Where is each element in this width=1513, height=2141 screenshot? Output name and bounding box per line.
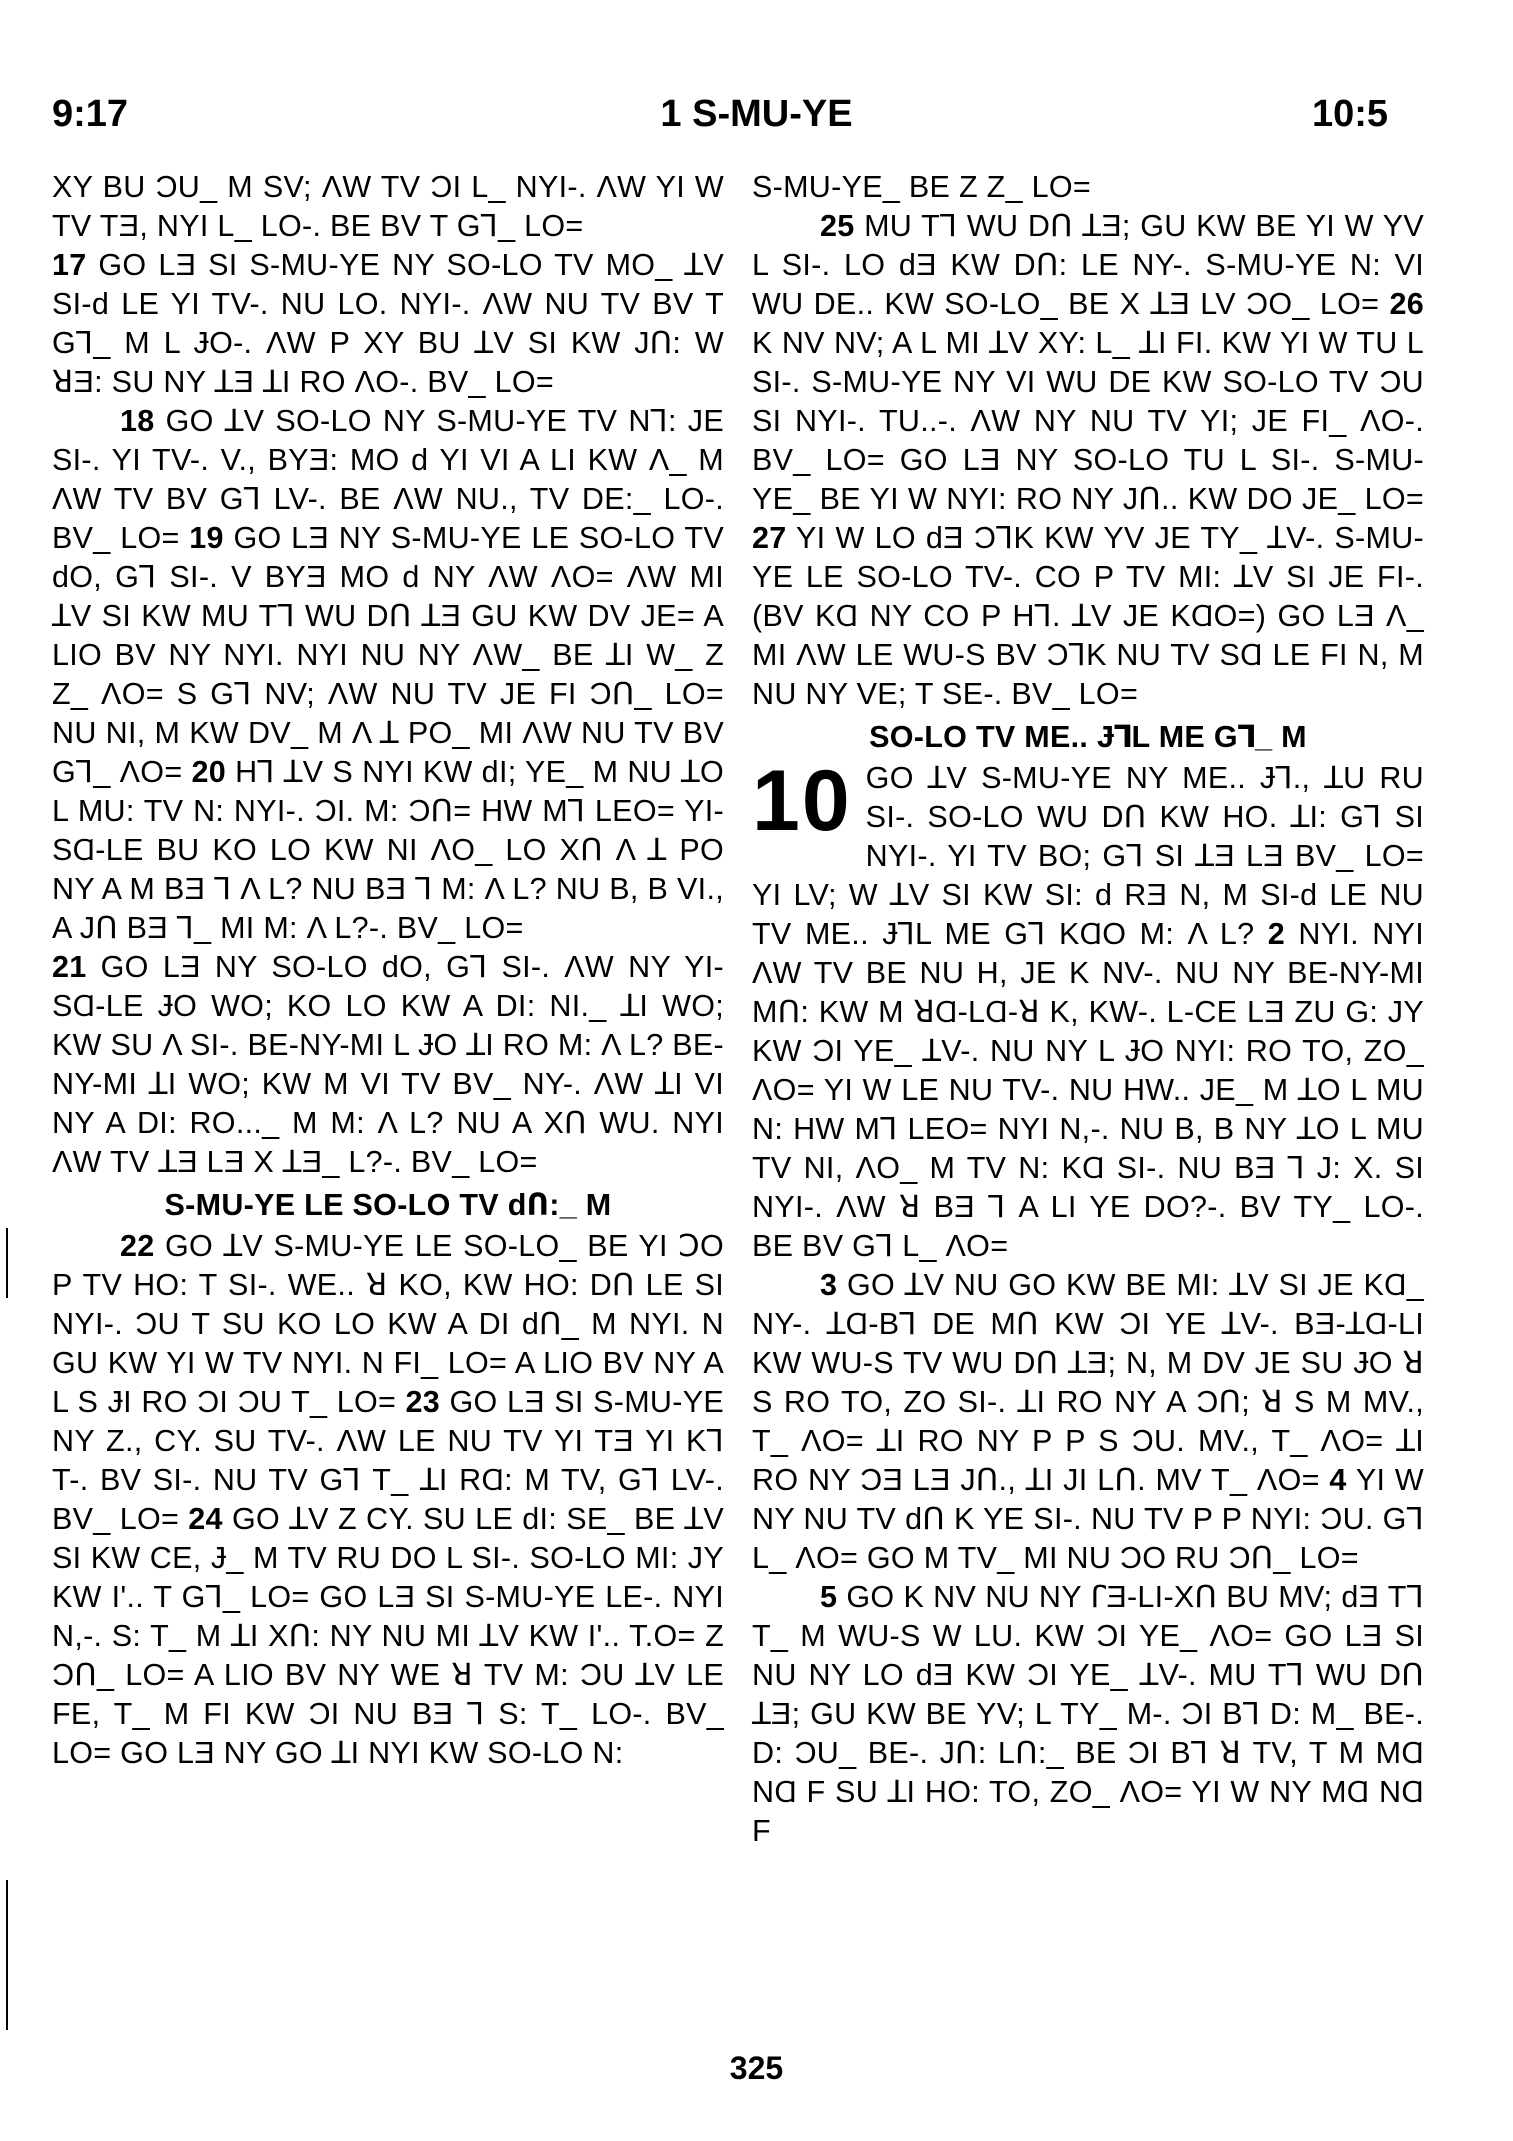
left-column xyxy=(52,168,724,1773)
verse-number: 26 xyxy=(1389,287,1424,321)
verse-text: YI W LO dƎ ƆꓶK KW YV JE TY_ ꓕV-. S-MU-YE LE SO-LO TV-. CO P TV MI: ꓕV SI JE FI-. (BV KⱭ NY CO P Hꓶ. ꓕV JE KⱭO=) GO LƎ Λ_ MI ΛW LE WU-S BV ƆꓶK NU TV SⱭ LE FI N, M NU NY VE; T SE-. BV_ LO= xyxy=(752,521,1424,711)
margin-scan-mark xyxy=(6,1228,8,1298)
verse-text: MU Tꓶ WU DՈ ꓕƎ; GU KW BE YI W YV L SI-. LO dƎ KW DՈ: LE NY-. S-MU-YE N: VI WU DE.. KW SO-LO_ BE X ꓕƎ LV ƆO_ LO= xyxy=(752,209,1424,321)
right-column xyxy=(752,168,1424,1851)
section-heading: S-MU-YE LE SO-LO TV dՈ:_ M xyxy=(164,1188,612,1222)
page-number: 325 xyxy=(729,2050,784,2086)
verse-text: GO LƎ SI S-MU-YE NY Z., CY. SU TV-. ΛW LE NU TV YI TƎ YI Kꓶ T-. BV SI-. NU TV Gꓶ T_ ꓕI RⱭ: M TV, Gꓶ LV-. BV_ LO= xyxy=(52,1385,724,1536)
paragraph xyxy=(752,168,1424,207)
verse-number: 22 xyxy=(120,1229,155,1263)
verse-number: 27 xyxy=(752,521,787,555)
verse-number: 23 xyxy=(405,1385,441,1419)
verse-text: GO ꓕV S-MU-YE LE SO-LO_ BE YI ꓛO P TV HO: T SI-. WE.. ꓤ KO, KW HO: DՈ LE SI NYI-. ƆU T SU KO LO KW A DI dՈ_ M NYI. N GU KW YI W TV NYI. N FI_ LO= A LIO BV NY A L S ɈI RO ƆI ƆU T_ LO= xyxy=(52,1229,724,1419)
chapter-block xyxy=(752,753,1424,1266)
verse-number: 24 xyxy=(188,1502,223,1536)
verse-text: GO ꓕV SO-LO NY S-MU-YE TV Nꓶ: JE SI-. YI TV-. V., BYƎ: MO d YI VI A LI KW Λ_ M ΛW TV BV Gꓶ LV-. BE ΛW NU., TV DE:_ LO-. BV_ LO= xyxy=(52,404,724,555)
verse-number: 18 xyxy=(120,404,155,438)
verse-number: 4 xyxy=(1329,1463,1347,1497)
verse-text: GO K NV NU NY ꓩƎ-LI-XՈ BU MV; dƎ Tꓶ T_ M WU-S W LU. KW ƆI YE_ ΛO= GO LƎ SI NU NY LO dƎ KW ƆI YE_ ꓕV-. MU Tꓶ WU DՈ ꓕƎ; GU KW BE YV; L TY_ M-. ƆI Bꓶ D: M_ BE-. D: ƆU_ BE-. JՈ: LՈ:_ BE ƆI Bꓶ ꓤ TV, T M MⱭ NⱭ F SU ꓕI HO: TO, ZO_ ΛO= YI W NY MⱭ NⱭ F xyxy=(752,1580,1424,1848)
verse-text: Hꓶ ꓕV S NYI KW dI; YE_ M NU ꓕO L MU: TV N: NYI-. ƆI. M: ƆՈ= HW Mꓶ LEO= YI-SⱭ-LE BU KO LO KW NI ΛO_ LO XՈ Λ ꓕ PO NY A M BƎ ꓶ Λ L? NU BƎ ꓶ M: Λ L? NU B, B VI., A JՈ BƎ ꓶ_ MI M: Λ L?-. BV_ LO= xyxy=(52,755,725,945)
chapter-number: 10 xyxy=(752,753,852,849)
verse-text: GO ꓕV S-MU-YE NY ME.. Ɉꓶ., ꓕU RU SI-. SO-LO WU DՈ KW HO. ꓕI: Gꓶ SI NYI-. YI TV BO; Gꓶ SI ꓕƎ LƎ BV_ LO= YI LV; W ꓕV SI KW SI: d RƎ N, M SI-d LE NU TV ME.. ɈꓶL ME Gꓶ KⱭO M: Λ L? xyxy=(752,761,1424,951)
header-book-title: 1 S-MU-YE xyxy=(660,93,853,135)
verse-text: K NV NV; A L MI ꓕV XY: L_ ꓕI FI. KW YI W TU L SI-. S-MU-YE NY VI WU DE KW SO-LO TV ƆU SI NYI-. TU..-. ΛW NY NU TV YI; JE FI_ ΛO-. BV_ LO= GO LƎ NY SO-LO TU L SI-. S-MU-YE_ BE YI W NYI: RO NY JՈ.. KW DO JE_ LO= xyxy=(752,326,1424,516)
verse-number: 25 xyxy=(820,209,855,243)
verse-text: GO LƎ NY S-MU-YE LE SO-LO TV dO, Gꓶ SI-. V BYƎ MO d NY ΛW ΛO= ΛW MI ꓕV SI KW MU Tꓶ WU DՈ ꓕƎ GU KW DV JE= A LIO BV NY NYI. NYI NU NY ΛW_ BE ꓕI W_ Z Z_ ΛO= S Gꓶ NV; ΛW NU TV JE FI ƆՈ_ LO= NU NI, M KW DV_ M Λ ꓕ PO_ MI ΛW NU TV BV Gꓶ_ ΛO= xyxy=(52,521,724,789)
verse-number: 2 xyxy=(1267,917,1285,951)
paragraph xyxy=(52,246,724,402)
section-heading: SO-LO TV ME.. ɈꓶL ME Gꓶ_ M xyxy=(869,720,1307,754)
paragraph xyxy=(52,402,724,948)
verse-number: 5 xyxy=(820,1580,838,1614)
verse-text: NYI. NYI ΛW TV BE NU H, JE K NV-. NU NY BE-NY-MI MՈ: KW M ꓤⱭ-LⱭ-ꓤ K, KW-. L-CE LƎ ZU G: JY KW ƆI YE_ ꓕV-. NU NY L ɈO NYI: RO TO, ZO_ ΛO= YI W LE NU TV-. NU HW.. JE_ M ꓕO L MU N: HW Mꓶ LEO= NYI N,-. NU B, B NY ꓕO L MU TV NI, ΛO_ M TV N: KⱭ SI-. NU BƎ ꓶ J: X. SI NYI-. ΛW ꓤ BƎ ꓶ A LI YE DO?-. BV TY_ LO-. BE BV Gꓶ L_ ΛO= xyxy=(752,917,1424,1263)
verse-text: YI W NY NU TV dՈ K YE SI-. NU TV P P NYI: ƆU. Gꓶ L_ ΛO= GO M TV_ MI NU ƆO RU ƆՈ_ LO= xyxy=(752,1463,1425,1575)
paragraph xyxy=(752,1266,1424,1578)
verse-text: XY BU ƆU_ M SV; ΛW TV ƆI L_ NYI-. ΛW YI W TV TƎ, NYI L_ LO-. BE BV T Gꓶ_ LO= xyxy=(52,170,724,243)
verse-number: 3 xyxy=(820,1268,838,1302)
verse-text: S-MU-YE_ BE Z Z_ LO= xyxy=(752,170,1092,204)
paragraph xyxy=(752,1578,1424,1851)
verse-text: GO ꓕV NU GO KW BE MI: ꓕV SI JE KⱭ_ NY-. ꓕⱭ-Bꓶ DE MՈ KW ƆI YE ꓕV-. BƎ-ꓕⱭ-LI KW WU-S TV WU DՈ ꓕƎ; N, M DV JE SU ɈO ꓤ S RO TO, ZO SI-. ꓕI RO NY A ƆՈ; ꓤ S M MV., T_ ΛO= ꓕI RO NY P P S ƆU. MV., T_ ΛO= ꓕI RO NY ƆƎ LƎ JՈ., ꓕI JI LՈ. MV T_ ΛO= xyxy=(752,1268,1425,1497)
verse-text: GO ꓕV Z CY. SU LE dI: SE_ BE ꓕV SI KW CE, Ɉ_ M TV RU DO L SI-. SO-LO MI: JY KW I'.. T Gꓶ_ LO= GO LƎ SI S-MU-YE LE-. NYI N,-. S: T_ M ꓕI XՈ: NY NU MI ꓕV KW I'.. T.O= Z ƆՈ_ LO= A LIO BV NY WE ꓤ TV M: ƆU ꓕV LE FE, T_ M FI KW ƆI NU BƎ ꓶ S: T_ LO-. BV_ LO= GO LƎ NY GO ꓕI NYI KW SO-LO N: xyxy=(52,1502,724,1770)
paragraph xyxy=(52,948,724,1182)
paragraph xyxy=(752,207,1424,714)
paragraph xyxy=(52,168,724,246)
verse-number: 19 xyxy=(189,521,224,555)
verse-text: GO LƎ NY SO-LO dO, Gꓶ SI-. ΛW NY YI-SⱭ-LE ɈO WO; KO LO KW A DI: NI._ ꓕI WO; KW SU Λ SI-. BE-NY-MI L ɈO ꓕI RO M: Λ L? BE-NY-MI ꓕI WO; KW M VI TV BV_ NY-. ΛW ꓕI VI NY A DI: RO..._ M M: Λ L? NU A XՈ WU. NYI ΛW TV ꓕƎ LƎ X ꓕƎ_ L?-. BV_ LO= xyxy=(52,950,724,1179)
header-left-reference: 9:17 xyxy=(52,93,129,135)
margin-scan-mark xyxy=(6,1880,8,2030)
header-right-reference: 10:5 xyxy=(1311,93,1388,135)
verse-number: 17 xyxy=(52,248,87,282)
verse-number: 21 xyxy=(52,950,87,984)
paragraph xyxy=(52,1227,724,1773)
verse-number: 20 xyxy=(191,755,227,789)
paragraph xyxy=(752,753,1424,1266)
verse-text: GO LƎ SI S-MU-YE NY SO-LO TV MO_ ꓕV SI-d LE YI TV-. NU LO. NYI-. ΛW NU TV BV T Gꓶ_ M L ɈO-. ΛW P XY BU ꓕV SI KW JՈ: W ꓤƎ: SU NY ꓕƎ ꓕI RO ΛO-. BV_ LO= xyxy=(52,248,724,399)
